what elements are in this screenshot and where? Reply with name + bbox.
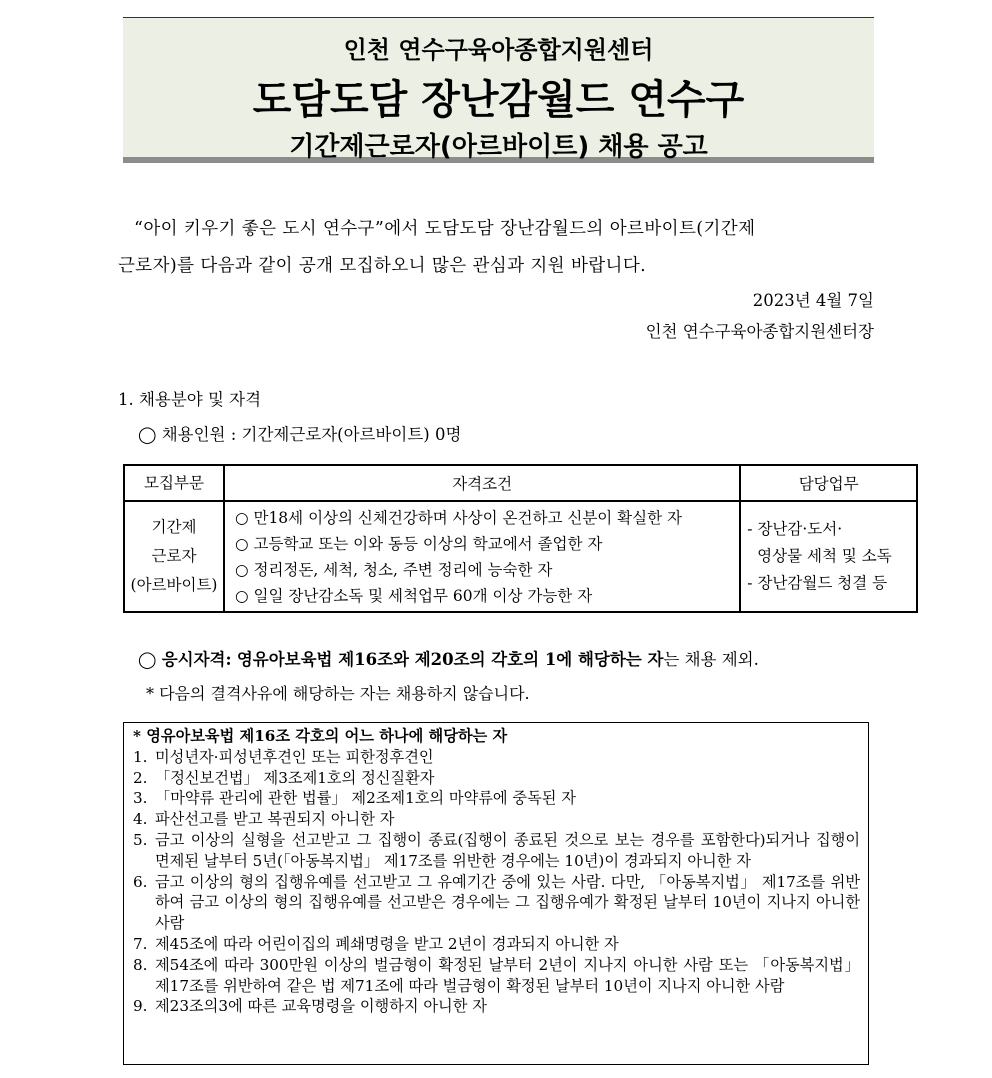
announcement-date: 2023년 4월 7일: [752, 291, 874, 310]
item-text: 제54조에 따라 300만원 이상의 벌금형이 확정된 날부터 2년이 지나지 아니한 사람 또는 「아동복지법」 제17조를 위반하여 같은 법 제71조에 따라 벌금형이 확정된 날부터 10년이 지나지 아니한 사람: [155, 955, 860, 995]
duty-item: - 장난감월드 청결 등: [747, 574, 888, 592]
page-title: 도담도담 장난감월드 연수구: [252, 77, 745, 123]
eligibility-line: [138, 646, 759, 670]
intro-line-2: 근로자)를 다음과 같이 공개 모집하오니 많은 관심과 지원 바랍니다.: [118, 256, 647, 276]
list-item: [133, 996, 860, 1017]
intro-line-1: “아이 키우기 좋은 도시 연수구”에서 도담도담 장난감월드의 아르바이트(기간제: [134, 219, 756, 239]
list-item: [133, 768, 860, 789]
duties-cell: [740, 501, 917, 612]
requirements-table: [123, 464, 918, 613]
dept-cell: [124, 501, 224, 612]
eligibility-label: 응시자격:: [161, 650, 232, 669]
qualifications-cell: [224, 501, 740, 612]
item-number: 8.: [133, 955, 148, 974]
list-item: [133, 934, 860, 955]
item-text: 금고 이상의 실형을 선고받고 그 집행이 종료(집행이 종료된 것으로 보는 경우를 포함한다)되거나 집행이 면제된 날부터 5년(「아동복지법」 제17조를 위반한 경우에는 10년)이 경과되지 아니한 자: [155, 830, 860, 870]
center-name: 인천 연수구육아종합지원센터: [343, 36, 654, 64]
section-title: 1. 채용분야 및 자격: [118, 390, 262, 409]
item-number: 3.: [133, 789, 148, 808]
list-item: [133, 788, 860, 809]
duty-item: - 장난감·도서·: [747, 520, 843, 538]
duty-item: 영상물 세척 및 소독: [747, 547, 892, 565]
header-qualifications: 자격조건: [224, 465, 740, 501]
title-box: [123, 17, 874, 163]
item-text: 금고 이상의 형의 집행유예를 선고받고 그 유예기간 중에 있는 사람. 다만, 「아동복지법」 제17조를 위반하여 금고 이상의 형의 집행유예를 선고받은 경우에는 그 집행유예가 확정된 날부터 10년이 지나지 아니한 사람: [155, 872, 860, 933]
item-number: 7.: [133, 934, 148, 953]
item-text: 파산선고를 받고 복권되지 아니한 자: [155, 810, 395, 829]
list-item: [133, 747, 860, 768]
dept-line: 기간제: [151, 518, 197, 536]
qualification-item: ○ 일일 장난감소독 및 세척업무 60개 이상 가능한 자: [235, 586, 593, 605]
header-duties: 담당업무: [740, 465, 917, 501]
circle-marker: ◯: [138, 650, 157, 669]
page-subtitle: 기간제근로자(아르바이트) 채용 공고: [289, 132, 708, 162]
recruit-count: ◯ 채용인원 : 기간제근로자(아르바이트) 0명: [138, 425, 462, 444]
table-header-row: [124, 465, 917, 501]
item-text: 제45조에 따라 어린이집의 폐쇄명령을 받고 2년이 경과되지 아니한 자: [155, 934, 619, 953]
item-number: 9.: [133, 997, 148, 1016]
disqualification-note: * 다음의 결격사유에 해당하는 자는 채용하지 않습니다.: [146, 684, 530, 703]
disqualification-list: [133, 747, 860, 1017]
list-item: [133, 872, 860, 934]
signer: 인천 연수구육아종합지원센터장: [645, 322, 874, 341]
item-text: 「마약류 관리에 관한 법률」 제2조제1호의 마약류에 중독된 자: [155, 789, 576, 808]
list-item: [133, 809, 860, 830]
dept-line: (아르바이트): [130, 576, 218, 594]
list-item: [133, 955, 860, 997]
item-number: 1.: [133, 747, 148, 766]
item-number: 4.: [133, 810, 148, 829]
item-number: 6.: [133, 872, 148, 891]
qualification-item: ○ 정리정돈, 세척, 청소, 주변 정리에 능숙한 자: [235, 560, 553, 579]
item-text: 미성년자·피성년후견인 또는 피한정후견인: [155, 747, 434, 766]
item-text: 제23조의3에 따른 교육명령을 이행하지 아니한 자: [155, 997, 487, 1016]
qualification-item: ○ 고등학교 또는 이와 동등 이상의 학교에서 졸업한 자: [235, 534, 603, 553]
eligibility-bold-text: 영유아보육법 제16조와 제20조의 각호의 1에 해당하는 자: [236, 650, 664, 669]
disqualification-box: [123, 722, 869, 1065]
header-dept: 모집부문: [124, 465, 224, 501]
disqualification-heading: * 영유아보육법 제16조 각호의 어느 하나에 해당하는 자: [133, 727, 508, 745]
table-row: [124, 501, 917, 612]
qualification-item: ○ 만18세 이상의 신체건강하며 사상이 온건하고 신분이 확실한 자: [235, 508, 683, 527]
item-number: 5.: [133, 830, 148, 849]
dept-line: 근로자: [151, 547, 197, 565]
item-number: 2.: [133, 768, 148, 787]
list-item: [133, 830, 860, 872]
item-text: 「정신보건법」 제3조제1호의 정신질환자: [155, 768, 435, 787]
eligibility-rest: 는 채용 제외.: [663, 650, 759, 669]
